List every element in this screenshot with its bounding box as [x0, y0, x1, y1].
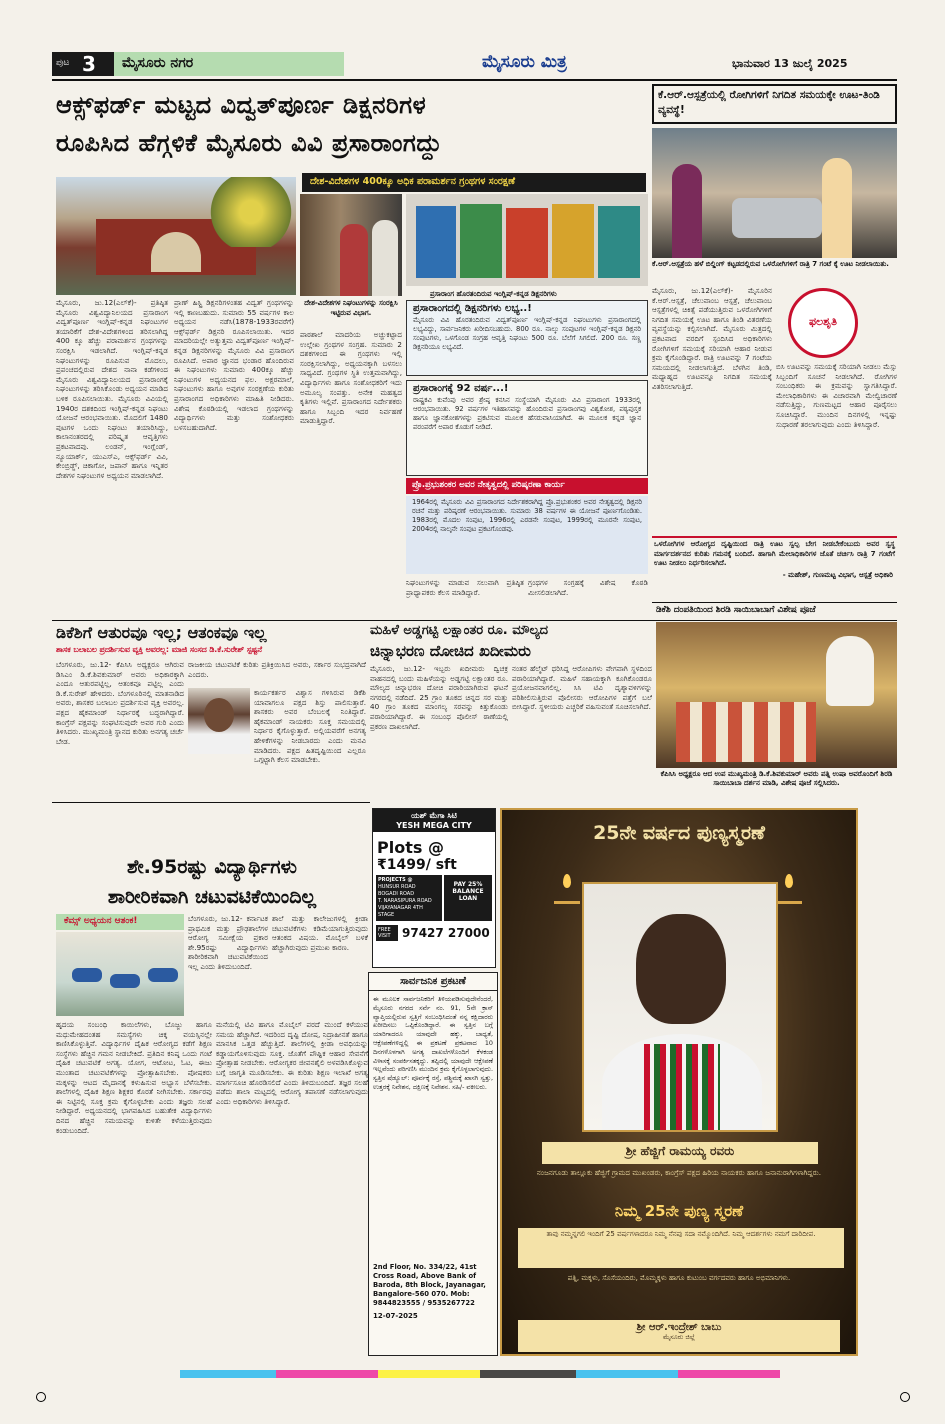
book-cover-4: [552, 204, 594, 278]
lead-body-col-4: ನಿಘಂಟುಗಳನ್ನು ಮಾಡುವ ಸಲುವಾಗಿ ಪ್ರತಿಷ್ಠಿತ ಪ್ರಾಧ್ಯಾಪಕರು ಕೆಲಸ ಮಾಡಿದ್ದಾರೆ.: [406, 578, 524, 597]
yesh-brand: YESH MEGA CITY: [373, 821, 495, 832]
notice-date: 12-07-2025: [373, 1312, 418, 1320]
devotee-figures: [676, 702, 816, 762]
yesh-offer-2: BALANCE LOAN: [452, 888, 484, 902]
lead-headline-line-1: ಆಕ್ಸ್‌ಫರ್ಡ್ ಮಟ್ಟದ ವಿದ್ವತ್‌ಪೂರ್ಣ ಡಿಕ್ಷನರಿಗಳ: [56, 91, 427, 119]
page-number-tab: [52, 52, 114, 76]
yesh-offer: [444, 875, 492, 921]
public-notice: [368, 972, 498, 1356]
memorial-family: ಪತ್ನಿ, ಮಕ್ಕಳು, ಸೊಸೆಯಂದಿರು, ಮೊಮ್ಮಕ್ಕಳು ಹಾಗೂ ಕುಟುಂಬ ವರ್ಗದವರು ಹಾಗೂ ಅಭಿಮಾನಿಗಳು.: [567, 1274, 791, 1282]
students-headline: [56, 852, 368, 912]
students-headline-line-1: ಶೇ.95ರಷ್ಟು ವಿದ್ಯಾರ್ಥಿಗಳು: [127, 856, 297, 878]
memorial-intro: ನಂಜನಗೂಡು ತಾಲ್ಲೂಕು ಹೆಜ್ಜಿಗೆ ಗ್ರಾಮದ ಮುಖಂಡರು, ಕಾಂಗ್ರೆಸ್ ಪಕ್ಷದ ಹಿರಿಯ ನಾಯಕರು ಹಾಗೂ ಜನಾನುರಾಗಿಗಳಾಗಿದ್ದರು.: [536, 1168, 822, 1177]
yesh-offer-1: PAY 25%: [453, 881, 483, 888]
memorial-subtitle: ನಿಮ್ಮ 25ನೇ ಪುಣ್ಯ ಸ್ಮರಣೆ: [614, 1202, 744, 1220]
shirdi-headline: ಡಿಕೆಶಿ ದಂಪತಿಯಿಂದ ಶಿರಡಿ ಸಾಯಿಬಾಬಾಗೆ ವಿಶೇಷ ಪೂಜೆ: [656, 605, 816, 615]
hospital-headline: ಕೆ.ಆರ್.ಆಸ್ಪತ್ರೆಯಲ್ಲಿ ರೋಗಿಗಳಿಗೆ ನಿಗದಿತ ಸಮಯಕ್ಕೇ ಊಟ-ತಿಂಡಿ ವ್ಯವಸ್ಥೆ!: [658, 89, 880, 116]
book-cover-1: [416, 206, 456, 278]
oil-lamp-right-icon: [776, 874, 802, 904]
dictionary-shelf-photo: [300, 194, 402, 296]
memorial-portrait: [582, 882, 778, 1132]
header-rule: [52, 79, 897, 81]
page-label: ಪುಟ: [56, 58, 70, 68]
shirdi-puja-photo: [656, 622, 897, 768]
box-body: ಮೈಸೂರು ವಿವಿ ಹೊರತಂದಿರುವ ವಿದ್ವತ್‌ಪೂರ್ಣ ಇಂಗ್ಲಿಷ್-ಕನ್ನಡ ನಿಘಂಟುಗಳು ಪ್ರಸಾರಾಂಗದಲ್ಲಿ ಲಭ್ಯವಿದ್ದು, ಸಾರ್ವಜನಿಕರು ಖರೀದಿಸಬಹುದು. 800 ರೂ. ನಾಲ್ಕು ಸಂಪುಟಗಳ ಇಂಗ್ಲಿಷ್-ಕನ್ನಡ ಡಿಕ್ಷನರಿ ಸಂಪುಟಗಳು, ಒಳಗೊಂಡ ಸಂಗ್ರಹ ಆವೃತ್ತಿ ನಿಘಂಟು 500 ರೂ. ಬೆಲೆಗೆ ಸಿಗಲಿದೆ. 200 ರೂ. ಸಣ್ಣ ಡಿಕ್ಷನರಿಯೂ ಲಭ್ಯವಿದೆ.: [413, 316, 641, 351]
hospital-headline-box: [652, 84, 897, 124]
dkshi-body-col-3: ಕಾರ್ಯಕರ್ತರ ವಿಶ್ವಾಸ ಗಳಿಸಿರುವ ಡಿಕೆಶಿ ಯಾವಾಗಲೂ ಪಕ್ಷದ ಶಿಸ್ತು ಪಾಲಿಸುತ್ತಾರೆ. ಶಾಸಕರು ಅವರ ಬೆಂಬಲಕ್ಕೆ ನಿಂತಿದ್ದಾರೆ. ಹೈಕಮಾಂಡ್ ನಾಯಕರು ಸೂಕ್ತ ಸಮಯದಲ್ಲಿ ನಿರ್ಧಾರ ಕೈಗೊಳ್ಳುತ್ತಾರೆ. ಅಲ್ಲಿಯವರೆಗೆ ಅನಗತ್ಯ ಹೇಳಿಕೆಗಳನ್ನು ನೀಡಬಾರದು ಎಂದು ಮನವಿ ಮಾಡಿದರು. ಪಕ್ಷದ ಹಿತದೃಷ್ಟಿಯಿಂದ ಎಲ್ಲರೂ ಒಗ್ಗಟ್ಟಾಗಿ ಕೆಲಸ ಮಾಡಬೇಕು.: [254, 688, 366, 765]
issue-date: ಭಾನುವಾರ 13 ಜುಲೈ 2025: [732, 57, 848, 70]
hospital-body-col-2: ಬಿಸಿ ಊಟವನ್ನು ಸಮಯಕ್ಕೆ ಸರಿಯಾಗಿ ನೀಡಲು ಮೆಸ್ಸು ಸಿಬ್ಬಂದಿಗೆ ಸೂಚನೆ ನೀಡಲಾಗಿದೆ. ರೋಗಿಗಳ ಸಂಬಂಧಿಕರು ಈ ಕ್ರಮವನ್ನು ಸ್ವಾಗತಿಸಿದ್ದಾರೆ. ಮೇಲಾಧಿಕಾರಿಗಳು ಈ ವಿಚಾರವಾಗಿ ಮೇಲ್ವಿಚಾರಣೆ ನಡೆಸುತ್ತಿದ್ದು, ಗುಣಮಟ್ಟದ ಆಹಾರ ಪೂರೈಸಲು ಸೂಚಿಸಿದ್ದಾರೆ. ಮುಂದಿನ ದಿನಗಳಲ್ಲಿ ಇನ್ನಷ್ಟು ಸುಧಾರಣೆ ತರಲಾಗುವುದು ಎಂದು ತಿಳಿಸಿದ್ದಾರೆ.: [776, 362, 897, 429]
student-figure-2: [110, 974, 140, 988]
registration-mark-left-icon: [36, 1392, 46, 1402]
dk-suresh-photo: [188, 688, 250, 754]
yesh-brand-kn: ಯಶ್ ಮೆಗಾ ಸಿಟಿ: [373, 809, 495, 821]
lead-subhead-bar: [302, 173, 646, 192]
lead-body-col-5: ಗ್ರಂಥಗಳ ಸಂಗ್ರಹಕ್ಕೆ ವಿಶೇಷ ಕೊಠಡಿ ಮೀಸಲಿಡಲಾಗಿದೆ.: [528, 578, 648, 597]
color-registration-bar: [180, 1370, 780, 1378]
memorial-title: 25ನೇ ವರ್ಷದ ಪುಣ್ಯಸ್ಮರಣೆ: [593, 822, 765, 844]
food-vessels: [732, 198, 822, 238]
theft-headline: [370, 622, 652, 662]
theft-headline-line-1: ಮಹಿಳೆ ಅಡ್ಡಗಟ್ಟಿ ಲಕ್ಷಾಂತರ ರೂ. ಮೌಲ್ಯದ: [370, 623, 549, 638]
saibaba-idol: [826, 636, 874, 706]
lead-body-col-1: ಮೈಸೂರು, ಜು.12(ಎಲ್‌ಕೆ)- ಪ್ರತಿಷ್ಠಿತ ಮೈಸೂರು ವಿಶ್ವವಿದ್ಯಾನಿಲಯದ ಪ್ರಸಾರಾಂಗ ವಿದ್ವತ್‌ಪೂರ್ಣ ಇಂಗ್ಲಿಷ್-ಕನ್ನಡ ನಿಘಂಟುಗಳ ತಯಾರಿಕೆಗೆ ದೇಶ-ವಿದೇಶಗಳಿಂದ ತರಿಸಲಾಗಿದ್ದ 400 ಕ್ಕೂ ಹೆಚ್ಚು ಪರಾಮರ್ಶನ ಗ್ರಂಥಗಳನ್ನು ಸಂರಕ್ಷಿಸಿ ಇಡಲಾಗಿದೆ. ಇಂಗ್ಲಿಷ್-ಕನ್ನಡ ನಿಘಂಟುಗಳನ್ನು ರೂಪಿಸುವ ಮೊದಲು, ಪ್ರಪಂಚದಲ್ಲಿರುವ ದೇಶದ ನಾನಾ ಕಡೆಗಳಿಂದ ಮೈಸೂರು ವಿಶ್ವವಿದ್ಯಾನಿಲಯದ ಪ್ರಸಾರಾಂಗಕ್ಕೆ ನಿಘಂಟುಗಳನ್ನು ತರಿಸಿಕೊಂಡು ಅಧ್ಯಯನ ಮಾಡಿದ ಬಳಿಕ ರೂಪಿಸಲಾಯಿತು. ಮೈಸೂರು ವಿವಿಯಲ್ಲಿ 1940ರ ದಶಕದಿಂದ ಇಂಗ್ಲಿಷ್-ಕನ್ನಡ ನಿಘಂಟು ಯೋಜನೆ ಆರಂಭವಾಯಿತು. ಮೊದಲಿಗೆ 1480 ಪುಟಗಳ ಒಂದು ನಿಘಂಟು ತಯಾರಿಸಿದ್ದು, ಕಾಲಾನಂತರದಲ್ಲಿ ಪರಿಷ್ಕೃತ ಆವೃತ್ತಿಗಳು ಪ್ರಕಟವಾದವು. ಲಂಡನ್, ಇಂಗ್ಲೆಂಡ್, ನ್ಯೂಯಾರ್ಕ್, ಯುಎಸ್‌ಎ, ಆಕ್ಸ್‌ಫರ್ಡ್ ವಿವಿ, ಕೇಂಬ್ರಿಡ್ಜ್, ಚಿಕಾಗೋ, ಜಪಾನ್ ಹಾಗೂ ಇನ್ನಿತರ ದೇಶಗಳ ನಿಘಂಟುಗಳ ಅಧ್ಯಯನ ಮಾಡಲಾಗಿದೆ.: [56, 298, 168, 480]
staff-figure: [822, 158, 852, 258]
yesh-plots: Plots @: [377, 838, 444, 857]
revision-band: [406, 478, 648, 494]
mid-rule: [52, 620, 897, 621]
yesh-project-3: T. NARASIPURA ROAD: [378, 898, 432, 904]
students-body-col-4: ಮನೆಯಲ್ಲಿ ಟಿವಿ ಹಾಗೂ ಮೊಬೈಲ್ ಪರದೆ ಮುಂದೆ ಕಳೆಯುವ ಸಮಯ ಹೆಚ್ಚಾಗಿದೆ. ಇದರಿಂದ ದೃಷ್ಟಿ ದೋಷ, ನಿದ್ರಾಹೀನತೆ ಹಾಗೂ ಮಾನಸಿಕ ಒತ್ತಡ ಹೆಚ್ಚುತ್ತಿದೆ. ಶಾಲೆಗಳಲ್ಲಿ ಕ್ರೀಡಾ ಅವಧಿಯನ್ನು ಕಡ್ಡಾಯಗೊಳಿಸುವುದು ಸೂಕ್ತ. ಜೊತೆಗೆ ಪೌಷ್ಟಿಕ ಆಹಾರ ಸೇವನೆಗೆ ಪ್ರೋತ್ಸಾಹ ನೀಡಬೇಕು. ಆರೋಗ್ಯಕರ ಜೀವನಶೈಲಿ ಅಳವಡಿಸಿಕೊಳ್ಳುವ ಬಗ್ಗೆ ಜಾಗೃತಿ ಮೂಡಿಸಬೇಕು. ಈ ಕುರಿತು ಶಿಕ್ಷಣ ಇಲಾಖೆ ಅಗತ್ಯ ಮಾರ್ಗಸೂಚಿ ಹೊರಡಿಸಲಿದೆ ಎಂದು ತಿಳಿದುಬಂದಿದೆ. ತಜ್ಞರ ಸಲಹೆ ಪಡೆದು ಶಾಲಾ ಮಟ್ಟದಲ್ಲಿ ಆರೋಗ್ಯ ತಪಾಸಣೆ ನಡೆಸಲಾಗುವುದು ಎಂದು ಅಧಿಕಾರಿಗಳು ತಿಳಿಸಿದ್ದಾರೆ.: [216, 1020, 368, 1106]
box-body-2: ರಾಷ್ಟ್ರಕವಿ ಕುವೆಂಪು ಅವರ ಶ್ರೇಷ್ಠ ಕನಸಿನ ಸಂಸ್ಥೆಯಾಗಿ ಮೈಸೂರು ವಿವಿ ಪ್ರಸಾರಾಂಗ 1933ರಲ್ಲಿ ಆರಂಭವಾಯಿತು. 92 ವರ್ಷಗಳ ಇತಿಹಾಸವನ್ನು ಹೊಂದಿರುವ ಪ್ರಸಾರಾಂಗವು ವಿಶ್ವಕೋಶ, ಪಠ್ಯಪುಸ್ತಕ ಹಾಗೂ ಜ್ಞಾನಕೋಶಗಳನ್ನು ಪ್ರಕಟಿಸುವ ಮೂಲಕ ಹೆಸರುವಾಸಿಯಾಗಿದೆ. ಈ ಮೂಲಕ ಕನ್ನಡ ಜ್ಞಾನ ಪರಂಪರೆಗೆ ಅಪಾರ ಕೊಡುಗೆ ನೀಡಿದೆ.: [413, 396, 641, 431]
yesh-project-2: BOGADI ROAD: [378, 891, 415, 897]
yesh-projects-label: PROJECTS @: [378, 877, 413, 883]
impact-stamp-text: ಫಲಶೃತಿ: [808, 315, 838, 328]
hospital-body-col-1: ಮೈಸೂರು, ಜು.12(ಎಲ್‌ಕೆ)- ಮೈಸೂರಿನ ಕೆ.ಆರ್.ಆಸ್ಪತ್ರೆ, ಚೆಲುವಾಂಬ ಆಸ್ಪತ್ರೆ, ಚೆಲುವಾಂಬ ಆಸ್ಪತ್ರೆಗಳಲ್ಲಿ ಚಿಕಿತ್ಸೆ ಪಡೆಯುತ್ತಿರುವ ಒಳರೋಗಿಗಳಿಗೆ ನಿಗದಿತ ಸಮಯಕ್ಕೆ ಊಟ ಹಾಗೂ ತಿಂಡಿ ವಿತರಣೆಯ ವ್ಯವಸ್ಥೆಯನ್ನು ಕಲ್ಪಿಸಲಾಗಿದೆ. ಮೈಸೂರು ಮಿತ್ರದಲ್ಲಿ ಪ್ರಕಟವಾದ ವರದಿಗೆ ಸ್ಪಂದಿಸಿದ ಅಧಿಕಾರಿಗಳು ರೋಗಿಗಳಿಗೆ ಸಮಯಕ್ಕೆ ಸರಿಯಾಗಿ ಆಹಾರ ನೀಡುವ ಕ್ರಮ ಕೈಗೊಂಡಿದ್ದಾರೆ. ರಾತ್ರಿ ಊಟವನ್ನು 7 ಗಂಟೆಯ ಸಮಯದಲ್ಲಿ ನೀಡಲಾಗುತ್ತಿದೆ. ಬೆಳಗಿನ ತಿಂಡಿ, ಮಧ್ಯಾಹ್ನದ ಊಟವನ್ನೂ ನಿಗದಿತ ಸಮಯಕ್ಕೆ ವಿತರಿಸಲಾಗುತ್ತಿದೆ.: [652, 286, 772, 391]
yesh-project-4: VIJAYANAGAR 4TH STAGE: [378, 905, 423, 918]
registration-mark-right-icon: [900, 1392, 910, 1402]
dkshi-body-col-1: ಬೆಂಗಳೂರು, ಜು.12- ಕೆಪಿಸಿಸಿ ಅಧ್ಯಕ್ಷರೂ ಆಗಿರುವ ಡಿಸಿಎಂ ಡಿ.ಕೆ.ಶಿವಕುಮಾರ್ ಅವರು ಅಧಿಕಾರಕ್ಕಾಗಿ ಎಂದೂ ಆತುರಪಟ್ಟಿಲ್ಲ, ಆತಂಕವೂ ಪಟ್ಟಿಲ್ಲ ಎಂದು ಡಿ.ಕೆ.ಸುರೇಶ್ ಹೇಳಿದರು. ಬೆಂಗಳೂರಿನಲ್ಲಿ ಮಾತನಾಡಿದ ಅವರು, ಶಾಸಕರ ಬಲಾಬಲ ಪ್ರದರ್ಶಿಸುವ ವ್ಯಕ್ತಿ ಅವರಲ್ಲ. ಪಕ್ಷದ ಹೈಕಮಾಂಡ್ ನಿರ್ಧಾರಕ್ಕೆ ಬದ್ಧರಾಗಿದ್ದಾರೆ. ಕಾಂಗ್ರೆಸ್ ಪಕ್ಷವನ್ನು ಸಂಘಟಿಸುವುದೇ ಅವರ ಗುರಿ ಎಂದು ತಿಳಿಸಿದರು. ಮುಖ್ಯಮಂತ್ರಿ ಸ್ಥಾನದ ಕುರಿತು ಅನಗತ್ಯ ಚರ್ಚೆ ಬೇಡ.: [56, 660, 184, 746]
student-figure-1: [72, 968, 102, 982]
page-header: [52, 50, 897, 78]
mid-rule-2: [52, 802, 370, 803]
face-shape: [204, 698, 234, 732]
memorial-footer-sub: ಮೈಸೂರು ಜಿಲ್ಲೆ: [663, 1333, 695, 1341]
revision-box-body: 1964ರಲ್ಲಿ ಮೈಸೂರು ವಿವಿ ಪ್ರಸಾರಾಂಗದ ನಿರ್ದೇಶಕರಾಗಿದ್ದ ಪ್ರೊ.ಪ್ರಭುಶಂಕರ ಅವರ ನೇತೃತ್ವದಲ್ಲಿ ಡಿಕ್ಷನರಿ ರಚನೆ ಮತ್ತು ಪರಿಷ್ಕರಣೆ ಆರಂಭವಾಯಿತು. ಸುಮಾರು 38 ವರ್ಷಗಳ ಈ ಯೋಜನೆ ಪೂರ್ಣಗೊಂಡಿತು. 1983ರಲ್ಲಿ ಮೊದಲ ಸಂಪುಟ, 1996ರಲ್ಲಿ ಎರಡನೇ ಸಂಪುಟ, 1999ರಲ್ಲಿ ಮೂರನೇ ಸಂಪುಟ, 2004ರಲ್ಲಿ ನಾಲ್ಕನೇ ಸಂಪುಟ ಪ್ರಕಟಗೊಂಡವು.: [406, 496, 648, 574]
books-caption: ಪ್ರಸಾರಾಂಗ ಹೊರತಂದಿರುವ ಇಂಗ್ಲಿಷ್-ಕನ್ನಡ ಡಿಕ್ಷನರಿಗಳು: [430, 290, 557, 298]
book-cover-2: [460, 204, 502, 278]
students-kicker-box: [56, 914, 184, 930]
shelves-caption: ದೇಶ-ವಿದೇಶಗಳ ನಿಘಂಟುಗಳನ್ನು ಸಂರಕ್ಷಿಸಿ ಇಟ್ಟಿರುವ ವಿಭಾಗ.: [304, 299, 398, 317]
revision-band-title: ಪ್ರೊ.ಪ್ರಭುಶಂಕರ ಅವರ ನೇತೃತ್ವದಲ್ಲಿ ಪರಿಷ್ಕರಣಾ ಕಾರ್ಯ: [412, 480, 565, 490]
book-cover-5: [598, 206, 640, 278]
memorial-name-bar: [542, 1142, 818, 1164]
students-body-col-3: ಹೃದಯ ಸಂಬಂಧಿ ಕಾಯಿಲೆಗಳು, ಬೊಜ್ಜು ಹಾಗೂ ಮಧುಮೇಹದಂತಹ ಸಮಸ್ಯೆಗಳು ಚಿಕ್ಕ ವಯಸ್ಸಿನಲ್ಲೇ ಕಾಣಿಸಿಕೊಳ್ಳುತ್ತಿವೆ. ವಿದ್ಯಾರ್ಥಿಗಳ ದೈಹಿಕ ಆರೋಗ್ಯದ ಕಡೆಗೆ ಶಿಕ್ಷಣ ಸಂಸ್ಥೆಗಳು ಹೆಚ್ಚಿನ ಗಮನ ನೀಡಬೇಕಿದೆ. ಪ್ರತಿದಿನ ಕನಿಷ್ಠ ಒಂದು ಗಂಟೆ ದೈಹಿಕ ಚಟುವಟಿಕೆ ಅಗತ್ಯ. ಯೋಗ, ಆಟೋಟ, ಓಟ, ಈಜು ಮುಂತಾದ ಚಟುವಟಿಕೆಗಳನ್ನು ಪ್ರೋತ್ಸಾಹಿಸಬೇಕು. ಪೋಷಕರು ಮಕ್ಕಳನ್ನು ಆಟದ ಮೈದಾನಕ್ಕೆ ಕಳುಹಿಸುವ ಅಭ್ಯಾಸ ಬೆಳೆಸಬೇಕು. ಶಾಲೆಗಳಲ್ಲಿ ದೈಹಿಕ ಶಿಕ್ಷಣ ಶಿಕ್ಷಕರ ಕೊರತೆ ನೀಗಿಸಬೇಕು. ಸರ್ಕಾರವು ಈ ನಿಟ್ಟಿನಲ್ಲಿ ಸೂಕ್ತ ಕ್ರಮ ಕೈಗೊಳ್ಳಬೇಕು ಎಂದು ತಜ್ಞರು ಸಲಹೆ ನೀಡಿದ್ದಾರೆ. ಅಧ್ಯಯನದಲ್ಲಿ ಭಾಗವಹಿಸಿದ ಬಹುತೇಕ ವಿದ್ಯಾರ್ಥಿಗಳು ದಿನದ ಹೆಚ್ಚಿನ ಸಮಯವನ್ನು ಕುಳಿತೇ ಕಳೆಯುತ್ತಿರುವುದು ಕಂಡುಬಂದಿದೆ.: [56, 1020, 212, 1135]
box-title: ಪ್ರಸಾರಾಂಗದಲ್ಲಿ ಡಿಕ್ಷನರಿಗಳು ಲಭ್ಯ..!: [413, 303, 532, 314]
yesh-price: ₹1499/ sft: [377, 857, 457, 873]
hospital-photo-caption: ಕೆ.ಆರ್.ಆಸ್ಪತ್ರೆಯ ಹಳೆ ಬಿಲ್ಡಿಂಗ್ ಕಟ್ಟಡದಲ್ಲಿರುವ ಒಳರೋಗಿಗಳಿಗೆ ರಾತ್ರಿ 7 ಗಂಟೆ ಕ್ಕೆ ಊಟ ನೀಡಲಾಯಿತು.: [652, 260, 889, 268]
page-number: 3: [82, 52, 96, 76]
oil-lamp-left-icon: [554, 874, 580, 904]
dkshi-body-col-2: ರಾಜಕೀಯ ಚಟುವಟಿಕೆ ಕುರಿತು ಪ್ರತಿಕ್ರಿಯಿಸಿದ ಅವರು, ಸರ್ಕಾರ ಸುಭದ್ರವಾಗಿದೆ ಎಂದರು.: [188, 660, 366, 679]
theft-headline-line-2: ಚಿನ್ನಾಭರಣ ದೋಚಿದ ಖದೀಮರು: [370, 642, 531, 660]
notice-address: 2nd Floor, No. 334/22, 41st Cross Road, Above Bank of Baroda, 8th Block, Jayanagar, Bangalore-560 070. Mob: 9844823555 / 9535267722: [373, 1263, 486, 1307]
section-name: ಮೈಸೂರು ನಗರ: [122, 55, 194, 71]
memorial-ad: [500, 808, 858, 1356]
book-cover-3: [506, 208, 548, 278]
portrait-shawl: [644, 1044, 720, 1132]
portrait-face: [636, 914, 726, 1024]
prasaranga-building-photo: [56, 177, 296, 295]
lead-body-col-3: ಪಾಠಶಾಲೆ ಮಾದರಿಯ ಅಚ್ಚುಕಟ್ಟಾದ ಉಲ್ಲೇಖ ಗ್ರಂಥಗಳ ಸಂಗ್ರಹ. ಸುಮಾರು 2 ದಶಕಗಳಿಂದ ಈ ಗ್ರಂಥಗಳು ಇಲ್ಲಿ ಸಂರಕ್ಷಿಸಲಾಗಿದ್ದು, ಅಧ್ಯಯನಕ್ಕಾಗಿ ಬಳಸಲು ಸಾಧ್ಯವಿದೆ. ಗ್ರಂಥಗಳ ಸ್ಥಿತಿ ಉತ್ತಮವಾಗಿದ್ದು, ವಿದ್ಯಾರ್ಥಿಗಳು ಹಾಗೂ ಸಂಶೋಧಕರಿಗೆ ಇದು ಅಮೂಲ್ಯ ಸಂಪತ್ತು. ಅನೇಕ ಮಹತ್ವದ ಕೃತಿಗಳು ಇಲ್ಲಿವೆ. ಪ್ರಸಾರಾಂಗದ ನಿರ್ದೇಶಕರು ಹಾಗೂ ಸಿಬ್ಬಂದಿ ಇದರ ನಿರ್ವಹಣೆ ಮಾಡುತ್ತಿದ್ದಾರೆ.: [300, 330, 402, 426]
theft-body-col-1: ಮೈಸೂರು, ಜು.12- ಇಬ್ಬರು ಖದೀಮರು ದ್ವಿಚಕ್ರ ವಾಹನದಲ್ಲಿ ಬಂದು ಮಹಿಳೆಯನ್ನು ಅಡ್ಡಗಟ್ಟಿ ಲಕ್ಷಾಂತರ ರೂ. ಮೌಲ್ಯದ ಚಿನ್ನಾಭರಣ ದೋಚಿ ಪರಾರಿಯಾಗಿರುವ ಘಟನೆ ನಗರದಲ್ಲಿ ನಡೆದಿದೆ. 25 ಗ್ರಾಂ ತೂಕದ ಚಿನ್ನದ ಸರ ಮತ್ತು 40 ಗ್ರಾಂ ತೂಕದ ಮಾಂಗಲ್ಯ ಸರವನ್ನು ಕಿತ್ತುಕೊಂಡು ಪರಾರಿಯಾಗಿದ್ದಾರೆ. ಈ ಸಂಬಂಧ ಪೊಲೀಸ್ ಠಾಣೆಯಲ್ಲಿ ಪ್ರಕರಣ ದಾಖಲಾಗಿದೆ.: [370, 664, 508, 731]
dictionary-books-photo: [406, 194, 648, 286]
shirdi-headline-bar: [652, 602, 897, 618]
hospital-quote-box: [652, 536, 897, 600]
hospital-quote: ಒಳರೋಗಿಗಳ ಆರೋಗ್ಯದ ದೃಷ್ಟಿಯಿಂದ ರಾತ್ರಿ ಊಟ ಸ್ವಲ್ಪ ಬೇಗ ನೀಡಬೇಕೆಂಬುದು ಅವರ ಸ್ವಸ್ಥ ಮಾರ್ಗದರ್ಶನದ ಕುರಿತು ಗಮನಕ್ಕೆ ಬಂದಿದೆ. ಹಾಗಾಗಿ ಮೇಲಾಧಿಕಾರಿಗಳ ಜೊತೆ ಚರ್ಚಿಸಿ ರಾತ್ರಿ 7 ಗಂಟೆಗೆ ಊಟ ನೀಡಲು ನಿರ್ಧರಿಸಲಾಗಿದೆ.: [654, 540, 895, 567]
box-title-2: ಪ್ರಸಾರಾಂಗಕ್ಕೆ 92 ವರ್ಷ...!: [413, 383, 509, 394]
students-kicker: ಕೆಮ್ಸ್ ಅಧ್ಯಯನ ಆತಂಕ!: [64, 916, 138, 926]
dictionary-availability-box: [406, 300, 648, 376]
memorial-name: ಶ್ರೀ ಹೆಜ್ಜಿಗೆ ರಾಮಯ್ಯ ರವರು: [625, 1144, 735, 1158]
memorial-footer: ಶ್ರೀ ಆರ್.ಇಂದ್ರೇಶ್ ಬಾಬು: [636, 1322, 722, 1333]
notice-body: ಈ ಮೂಲಕ ಸಾರ್ವಜನಿಕರಿಗೆ ತಿಳಿಯಪಡಿಸುವುದೇನೆಂದರೆ, ಮೈಸೂರು ನಗರದ ಸರ್ವೆ ನಂ. 91, 5ನೇ ಕ್ರಾಸ್ ವ್ಯಾಪ್ತಿಯಲ್ಲಿರುವ ಸ್ವತ್ತಿಗೆ ಸಂಬಂಧಿಸಿದಂತೆ ನನ್ನ ಕಕ್ಷಿದಾರರು ಖರೀದಿಸಲು ಒಪ್ಪಿಕೊಂಡಿದ್ದಾರೆ. ಈ ಸ್ವತ್ತಿನ ಬಗ್ಗೆ ಯಾರಿಗಾದರೂ ಯಾವುದೇ ಹಕ್ಕು, ಬಾಧ್ಯತೆ, ಆಕ್ಷೇಪಣೆಗಳಿದ್ದಲ್ಲಿ ಈ ಪ್ರಕಟಣೆ ಪ್ರಕಟವಾದ 10 ದಿನಗಳೊಳಗಾಗಿ ಅಗತ್ಯ ದಾಖಲೆಗಳೊಂದಿಗೆ ಕೆಳಕಂಡ ವಿಳಾಸಕ್ಕೆ ಸಂಪರ್ಕಿಸತಕ್ಕದ್ದು. ತಪ್ಪಿದಲ್ಲಿ ಯಾವುದೇ ಆಕ್ಷೇಪಣೆ ಇಲ್ಲವೆಂದು ಪರಿಗಣಿಸಿ ಮುಂದಿನ ಕ್ರಮ ಕೈಗೊಳ್ಳಲಾಗುವುದು. ಸ್ವತ್ತಿನ ಷೆಡ್ಯೂಲ್: ಪೂರ್ವಕ್ಕೆ ರಸ್ತೆ, ಪಶ್ಚಿಮಕ್ಕೆ ಖಾಸಗಿ ಸ್ವತ್ತು, ಉತ್ತರಕ್ಕೆ ನಿವೇಶನ, ದಕ್ಷಿಣಕ್ಕೆ ನಿವೇಶನ. ಸಹಿ/- ವಕೀಲರು.: [373, 995, 493, 1091]
lead-subhead: ದೇಶ-ವಿದೇಶಗಳ 400ಕ್ಕೂ ಅಧಿಕ ಪರಾಮರ್ಶನ ಗ್ರಂಥಗಳ ಸಂರಕ್ಷಣೆ: [310, 176, 516, 187]
person-figure-2: [372, 220, 398, 296]
lead-body-col-2: ಪ್ರಾಣ್ ಹಿಸ್ಟ್ರಿ ಡಿಕ್ಷನರಿಗಳಂತಹ ವಿದ್ವತ್ ಗ್ರಂಥಗಳನ್ನು ಇಲ್ಲಿ ಕಾಣಬಹುದು. ಸುಮಾರು 55 ವರ್ಷಗಳ ಕಾಲ ಅಧ್ಯಯನ ನಡೆಸಿ(1878-1933ರವರೆಗೆ) ಆಕ್ಸ್‌ಫರ್ಡ್ ಡಿಕ್ಷನರಿ ರೂಪಿಸಲಾಯಿತು. ಇದರ ಮಾದರಿಯಲ್ಲೇ ಅತ್ಯುತ್ತಮ ವಿದ್ವತ್‌ಪೂರ್ಣ ಇಂಗ್ಲಿಷ್-ಕನ್ನಡ ಡಿಕ್ಷನರಿಗಳನ್ನು ಮೈಸೂರು ವಿವಿ ಪ್ರಸಾರಾಂಗ ರೂಪಿಸಿದೆ. ಅಪಾರ ಜ್ಞಾನದ ಭಂಡಾರ ಹೊಂದಿರುವ ಈ ನಿಘಂಟುಗಳು ಸುಮಾರು 400ಕ್ಕೂ ಹೆಚ್ಚು ನಿಘಂಟುಗಳ ಅಧ್ಯಯನದ ಫಲ. ಅಕ್ಷರಮಾಲೆ, ನಿಘಂಟುಗಳು ಹಾಗೂ ಅವುಗಳ ಸಂರಕ್ಷಣೆಯ ಕುರಿತು ಪ್ರಸಾರಾಂಗದ ಅಧಿಕಾರಿಗಳು ಮಾಹಿತಿ ನೀಡಿದರು. ವಿಶೇಷ ಕೊಠಡಿಯಲ್ಲಿ ಇಡಲಾದ ಗ್ರಂಥಗಳನ್ನು ವಿದ್ಯಾರ್ಥಿಗಳು ಮತ್ತು ಸಂಶೋಧಕರು ಬಳಸಬಹುದಾಗಿದೆ.: [174, 298, 294, 432]
students-exercise-photo: [56, 932, 184, 1016]
dkshi-subhead: ಶಾಸಕ ಬಲಾಬಲ ಪ್ರದರ್ಶಿಸುವ ವ್ಯಕ್ತಿ ಅವರಲ್ಲ: ಮಾಜಿ ಸಂಸದ ಡಿ.ಕೆ.ಸುರೇಶ್ ಸ್ಪಷ್ಟನೆ: [56, 645, 263, 654]
masthead: ಮೈಸೂರು ಮಿತ್ರ: [482, 52, 567, 72]
impact-stamp: [788, 288, 858, 358]
memorial-message: ತಾವು ನಮ್ಮನ್ನಗಲಿ ಇಂದಿಗೆ 25 ವರ್ಷಗಳಾದರೂ ನಿಮ್ಮ ನೆನಪು ಸದಾ ನಮ್ಮೊಂದಿಗಿದೆ. ನಿಮ್ಮ ಆದರ್ಶಗಳು ನಮಗೆ ದಾರಿದೀಪ.: [518, 1228, 844, 1268]
patient-figure: [672, 164, 702, 258]
yesh-project-1: HUNSUR ROAD: [378, 884, 416, 890]
students-body-col-2: ಶಾಲೆ ಮತ್ತು ಕಾಲೇಜುಗಳಲ್ಲಿ ಕ್ರೀಡಾ ಚಟುವಟಿಕೆಗಳು ಕಡಿಮೆಯಾಗುತ್ತಿರುವುದು ಆತಂಕದ ವಿಷಯ. ಮೊಬೈಲ್ ಬಳಕೆ ಹೆಚ್ಚಾಗಿರುವುದು ಪ್ರಮುಖ ಕಾರಣ.: [272, 914, 368, 952]
students-body-col-1: ಬೆಂಗಳೂರು, ಜು.12- ಕರ್ನಾಟಕ ಪ್ರಾಥಮಿಕ ಮತ್ತು ಪ್ರೌಢಶಾಲೆಗಳ ಆರೋಗ್ಯ ಸಮೀಕ್ಷೆಯ ಪ್ರಕಾರ ಶೇ.95ರಷ್ಟು ವಿದ್ಯಾರ್ಥಿಗಳು ಶಾರೀರಿಕವಾಗಿ ಚಟುವಟಿಕೆಯಿಂದ ಇಲ್ಲ ಎಂದು ತಿಳಿದುಬಂದಿದೆ.: [188, 914, 268, 971]
yesh-projects: [376, 875, 442, 921]
lead-headline-line-2: ರೂಪಿಸಿದ ಹೆಗ್ಗಳಿಕೆ ಮೈಸೂರು ವಿವಿ ಪ್ರಸಾರಾಂಗದ್ದು: [56, 129, 443, 157]
notice-title: ಸಾರ್ವಜನಿಕ ಪ್ರಕಟಣೆ: [369, 973, 497, 991]
yesh-call-label: FREE VISIT: [376, 925, 398, 941]
hospital-meal-photo: [652, 128, 897, 258]
student-figure-3: [148, 968, 178, 982]
person-figure: [340, 224, 368, 296]
hospital-byline: - ಮಹೇಶ್, ಗುಣಮಟ್ಟ ವಿಭಾಗ, ಆಸ್ಪತ್ರೆ ಅಧಿಕಾರಿ: [782, 570, 893, 579]
dkshi-headline: ಡಿಕೆಶಿಗೆ ಆತುರವೂ ಇಲ್ಲ; ಆತಂಕವೂ ಇಲ್ಲ: [56, 623, 267, 642]
students-headline-line-2: ಶಾರೀರಿಕವಾಗಿ ಚಟುವಟಿಕೆಯಿಂದಿಲ್ಲ: [107, 886, 317, 908]
yesh-phone[interactable]: 97427 27000: [402, 926, 490, 940]
section-tab: [114, 52, 344, 76]
lead-headline: [56, 86, 646, 162]
tree-foliage: [206, 177, 296, 247]
theft-body-col-2: ನಂತರ ಹೆಲ್ಮೆಟ್ ಧರಿಸಿದ್ದ ಆರೋಪಿಗಳು ವೇಗವಾಗಿ ಸ್ಥಳದಿಂದ ಪರಾರಿಯಾಗಿದ್ದಾರೆ. ಮಹಿಳೆ ಸಹಾಯಕ್ಕಾಗಿ ಕೂಗಿಕೊಂಡರೂ ಪ್ರಯೋಜನವಾಗಲಿಲ್ಲ. ಸಿಸಿ ಟಿವಿ ದೃಶ್ಯಾವಳಿಗಳನ್ನು ಪರಿಶೀಲಿಸುತ್ತಿರುವ ಪೊಲೀಸರು ಆರೋಪಿಗಳ ಪತ್ತೆಗೆ ಬಲೆ ಬೀಸಿದ್ದಾರೆ. ಸ್ಥಳೀಯರು ಎಚ್ಚರಿಕೆ ವಹಿಸುವಂತೆ ಸೂಚಿಸಲಾಗಿದೆ.: [512, 664, 652, 712]
shirdi-caption: ಕೆಪಿಸಿಸಿ ಅಧ್ಯಕ್ಷರೂ ಆದ ಉಪ ಮುಖ್ಯಮಂತ್ರಿ ಡಿ.ಕೆ.ಶಿವಕುಮಾರ್ ಅವರು ಪತ್ನಿ ಉಷಾ ಅವರೊಂದಿಗೆ ಶಿರಡಿ ಸಾಯಿಬಾಬಾ ದರ್ಶನ ಮಾಡಿ, ವಿಶೇಷ ಪೂಜೆ ಸಲ್ಲಿಸಿದರು.: [660, 770, 893, 787]
yesh-mega-city-ad: [372, 808, 496, 968]
prasaranga-92-years-box: [406, 380, 648, 476]
memorial-footer-bar: [518, 1320, 840, 1352]
